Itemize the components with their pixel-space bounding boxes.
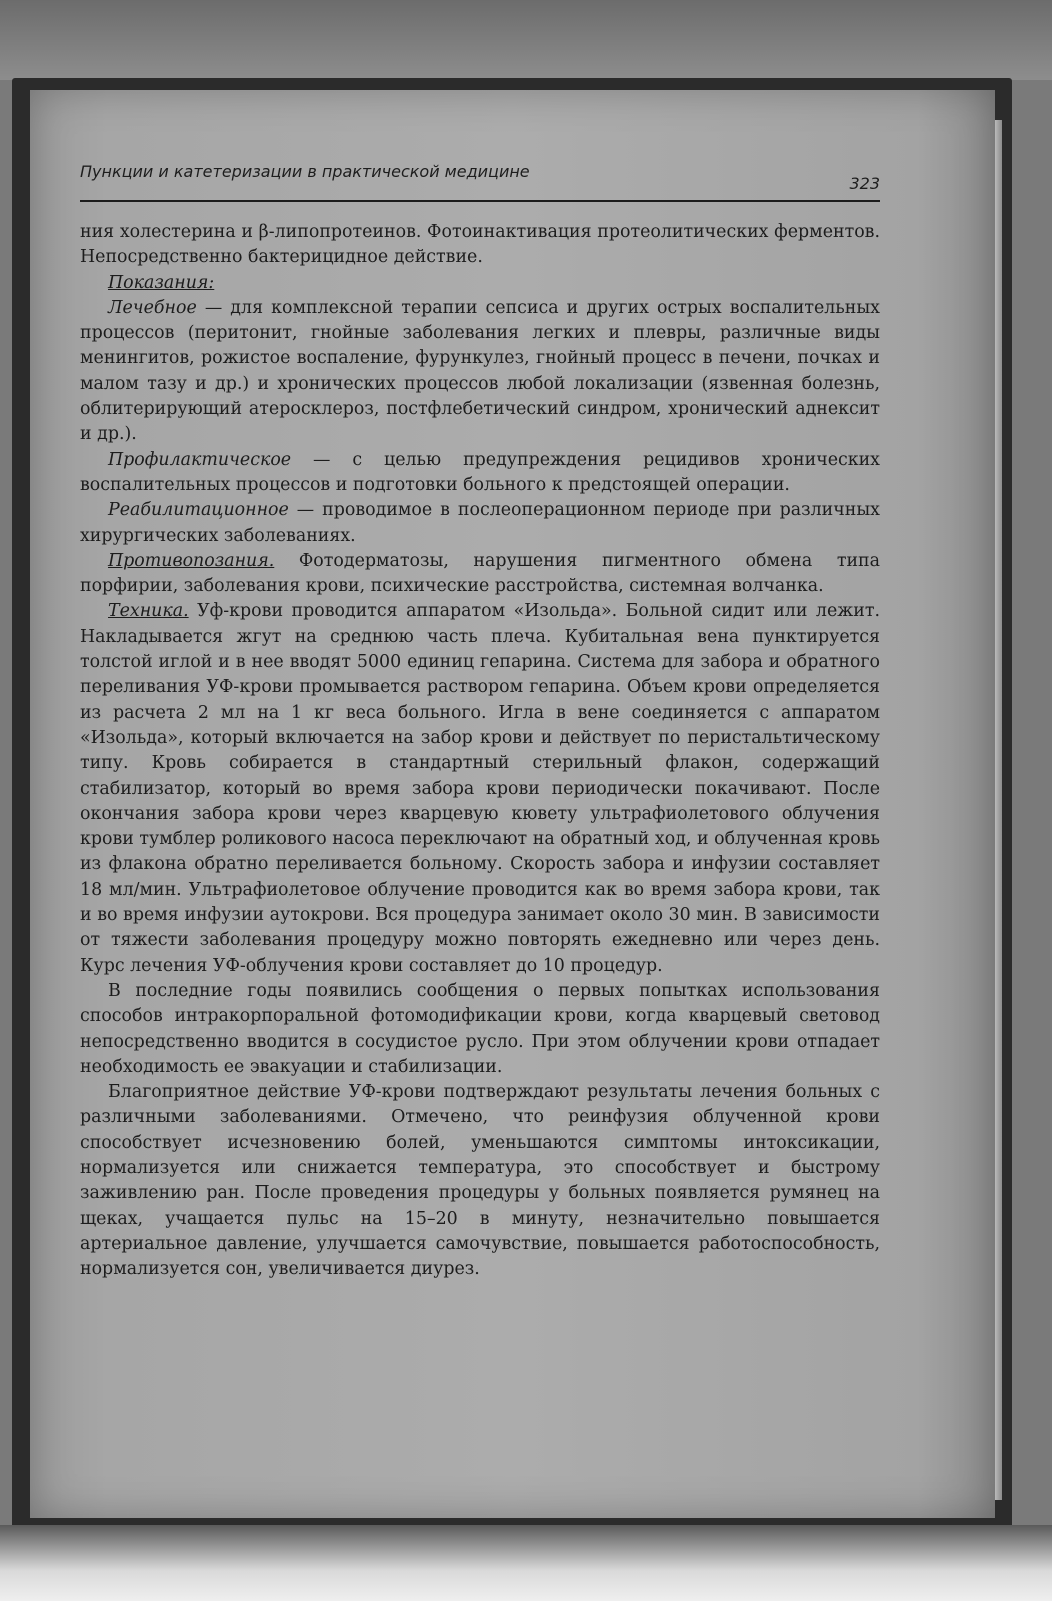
background-top — [0, 0, 1052, 80]
background-bottom — [0, 1525, 1052, 1601]
page-number: 323 — [849, 174, 880, 193]
paragraph-rehabilitation — [80, 498, 880, 549]
indications-heading: Показания: — [108, 272, 215, 293]
paragraph-text: Уф-крови проводится аппаратом «Изольда». Больной сидит или лежит. Накладывается жгут на среднюю часть плеча. Кубитальная вена пунктируется толстой иглой и в нее вводят 5000 единиц гепарина. Система для забора и обратного переливания УФ-крови промывается раствором гепарина. Объем крови определяется из расчета 2 мл на 1 кг веса больного. Игла в вене соединяется с аппаратом «Изольда», который включается на забор крови и действует по перистальтическому типу. Кровь собирается в стандартный стерильный флакон, содержащий стабилизатор, который во время забора крови периодически покачивают. После окончания забора крови через кварцевую кювету ультрафиолетового облучения крови тумблер роликового насоса переключают на обратный ход, и облученная кровь из флакона обратно переливается больному. Скорость забора и инфузии составляет 18 мл/мин. Ультрафиолетовое облучение проводится как во время забора крови, так и во время инфузии аутокрови. Вся процедура занимает около 30 мин. В зависимости от тяжести заболевания процедуру можно повторять ежедневно или через день. Курс лечения УФ-облучения крови составляет до 10 процедур. — [80, 601, 880, 976]
running-title: Пункции и катетеризации в практической медицине — [80, 162, 530, 181]
paragraph-text: — с целью предупреждения рецидивов хронических воспалительных процессов и подготовки больного к предстоящей операции. — [80, 449, 880, 495]
paragraph-technique — [80, 599, 880, 978]
term-rehabilitation: Реабилитационное — [108, 500, 289, 521]
paragraph-text: ния холестерина и β-липопротеинов. Фотоинактивация протеолитических ферментов. Непосредственно бактерицидное действие. — [80, 222, 880, 268]
body-text — [80, 220, 880, 1282]
paragraph-indications-heading — [80, 271, 880, 296]
page-header — [80, 162, 880, 206]
paragraph-contraindications — [80, 549, 880, 600]
term-therapeutic: Лечебное — [108, 297, 197, 318]
term-preventive: Профилактическое — [108, 449, 292, 470]
term-technique: Техника. — [108, 601, 189, 622]
paragraph-text: — для комплексной терапии сепсиса и других острых воспалительных процессов (перитонит, гнойные заболевания легких и плевры, различные виды менингитов, рожистое воспаление, фурункулез, гнойный процесс в печени, почках и малом тазу и др.) и хронических процессов любой локализации (язвенная болезнь, облитерирующий атеросклероз, постфлебетический синдром, хронический аднексит и др.). — [80, 297, 880, 445]
paragraph-text: Благоприятное действие УФ-крови подтверждают результаты лечения больных с различными заболеваниями. Отмечено, что реинфузия облученной крови способствует исчезновению болей, уменьшаются симптомы интоксикации, нормализуется или снижается температура, это способствует и быстрому заживлению ран. После проведения процедуры у больных появляется румянец на щеках, учащается пульс на 15–20 в минуту, незначительно повышается артериальное давление, улучшается самочувствие, повышается работоспособность, нормализуется сон, увеличивается диурез. — [80, 1082, 880, 1280]
paragraph-effects — [80, 1080, 880, 1282]
paragraph-continuation — [80, 220, 880, 271]
paragraph-therapeutic — [80, 296, 880, 448]
paragraph-text: Фотодерматозы, нарушения пигментного обмена типа порфирии, заболевания крови, психические расстройства, системная волчанка. — [80, 550, 880, 597]
paragraph-recent-reports — [80, 979, 880, 1080]
paragraph-text: — проводимое в послеоперационном периоде при различных хирургических заболеваниях. — [80, 500, 880, 546]
paragraph-text: В последние годы появились сообщения о первых попытках использования способов интракорпоральной фотомодификации крови, когда кварцевый световод непосредственно вводится в сосудистое русло. При этом облучении крови отпадает необходимость ее эвакуации и стабилизации. — [80, 980, 880, 1077]
header-rule — [80, 200, 880, 202]
paragraph-preventive — [80, 448, 880, 499]
term-contraindications: Противопозания. — [108, 550, 275, 571]
